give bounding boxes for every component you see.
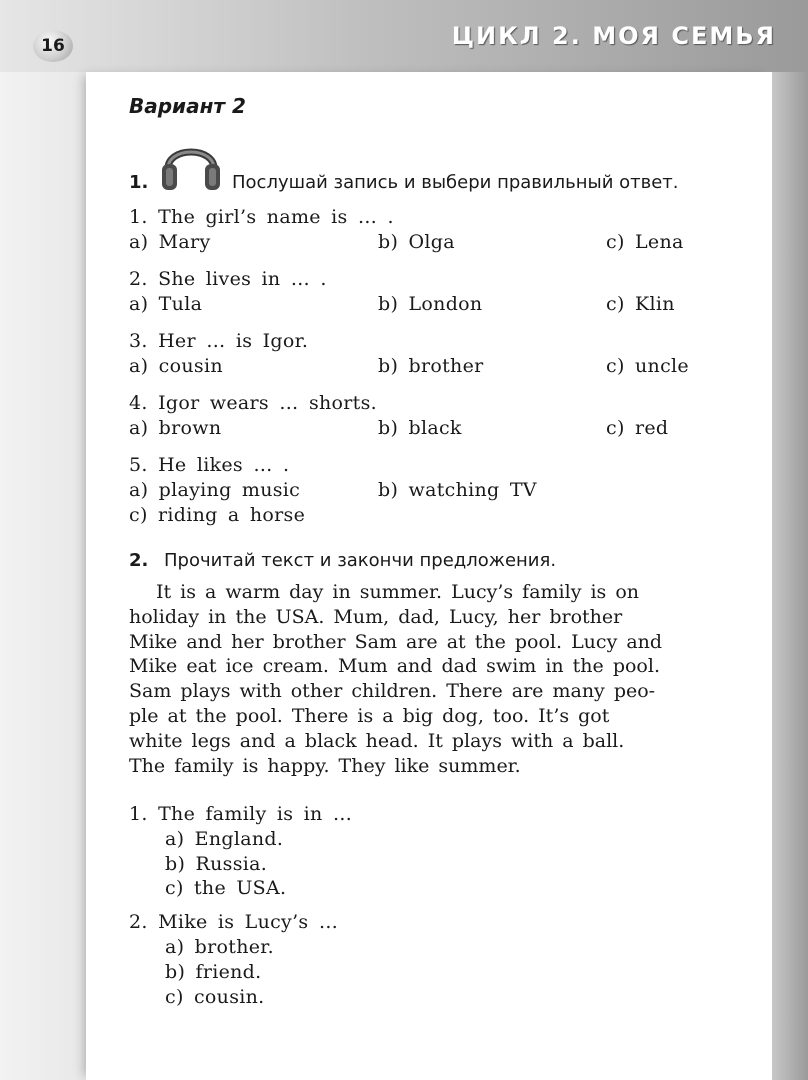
q3-option-c: c) uncle [606,355,689,377]
t2-q2-option-b: b) friend. [165,961,262,983]
q2-option-b: b) London [378,293,483,315]
q1-option-c: c) Lena [606,231,684,253]
text-line: ple at the pool. There is a big dog, too. It’s got [129,704,610,727]
t2-question-2: 2. Mike is Lucy’s … [129,911,339,933]
q1-option-b: b) Olga [378,231,455,253]
left-margin [0,72,86,1080]
q2-option-a: a) Tula [129,293,203,315]
q4-option-b: b) black [378,417,462,439]
variant-title: Вариант 2 [129,94,246,118]
q5-option-b: b) watching TV [378,479,537,501]
task1-number: 1. [129,172,149,193]
q1-option-a: a) Mary [129,231,211,253]
text-line: Mike and her brother Sam are at the pool. Lucy and [129,630,663,653]
text-line: holiday in the USA. Mum, dad, Lucy, her brother [129,605,623,628]
text-line: It is a warm day in summer. Lucy’s family is on [156,581,640,603]
t2-q1-option-a: a) England. [165,828,284,850]
task2-instruction: Прочитай текст и закончи предложения. [164,550,557,571]
q5-option-a: a) playing music [129,479,301,501]
text-line: white legs and a black head. It plays with a ball. [129,729,625,752]
q4-option-c: c) red [606,417,669,439]
reading-text [129,580,759,778]
q5-option-c: c) riding a horse [129,504,306,526]
text-line: Sam plays with other children. There are many peo- [129,680,656,703]
question-3: 3. Her … is Igor. [129,330,309,352]
right-margin [772,72,808,1080]
text-line: Mike eat ice cream. Mum and dad swim in the pool. [129,655,660,678]
task2-number: 2. [129,550,149,571]
question-5: 5. He likes … . [129,454,290,476]
page-number: 16 [33,30,73,62]
question-2: 2. She lives in … . [129,268,327,290]
task1-instruction: Послушай запись и выбери правильный ответ. [232,172,679,193]
q4-option-a: a) brown [129,417,222,439]
chapter-header: ЦИКЛ 2. МОЯ СЕМЬЯ [451,22,776,50]
t2-q1-option-c: c) the USA. [165,877,287,899]
q2-option-c: c) Klin [606,293,675,315]
question-4: 4. Igor wears … shorts. [129,392,377,414]
headphones-icon [160,136,222,199]
t2-question-1: 1. The family is in … [129,803,353,825]
question-1: 1. The girl’s name is … . [129,206,394,228]
t2-q2-option-c: c) cousin. [165,986,265,1008]
t2-q1-option-b: b) Russia. [165,853,268,875]
q3-option-a: a) cousin [129,355,223,377]
text-line: The family is happy. They like summer. [129,754,521,777]
t2-q2-option-a: a) brother. [165,936,274,958]
q3-option-b: b) brother [378,355,484,377]
